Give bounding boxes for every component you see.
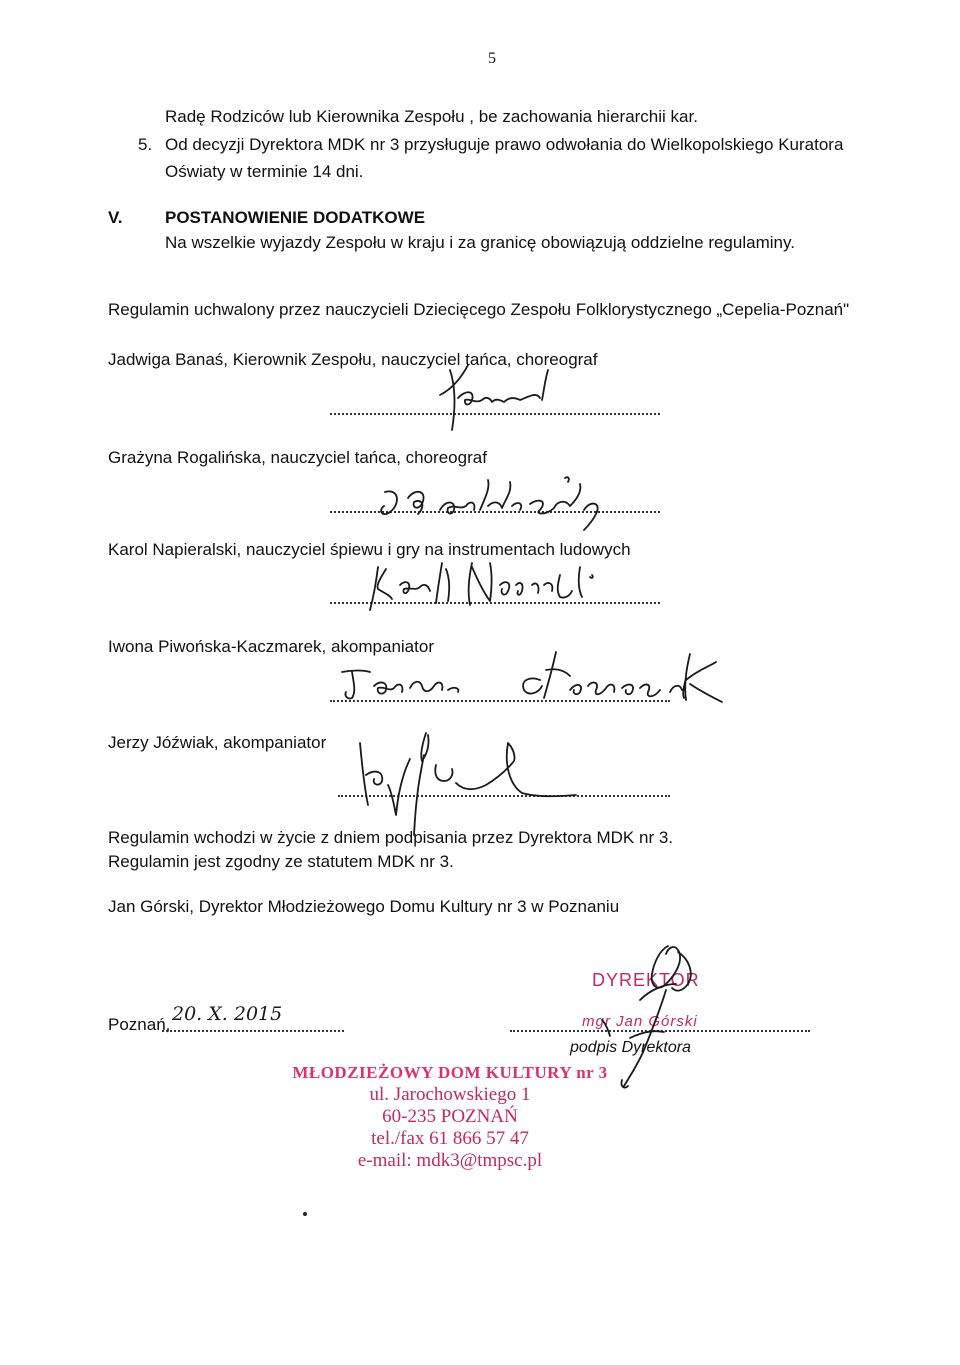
signatory-label: Karol Napieralski, nauczyciel śpiewu i gry na instrumentach ludowych — [108, 540, 631, 559]
handwritten-signature — [360, 555, 610, 620]
signatory-label: Jadwiga Banaś, Kierownik Zespołu, nauczyciel tańca, choreograf — [108, 350, 598, 369]
text-line: Oświaty w terminie 14 dni. — [165, 162, 364, 181]
closing-line: Regulamin wchodzi w życie z dniem podpisania przez Dyrektora MDK nr 3. — [108, 828, 674, 847]
place-label: Poznań, — [108, 1015, 171, 1034]
text-line: Na wszelkie wyjazdy Zespołu w kraju i za granicę obowiązują oddzielne regulaminy. — [165, 233, 795, 252]
handwritten-signature — [370, 470, 640, 540]
stamp-line: ul. Jarochowskiego 1 — [369, 1084, 531, 1105]
date-line — [162, 1030, 344, 1032]
section-number: V. — [108, 208, 123, 227]
ink-dot — [303, 1212, 307, 1216]
signatory-label: Iwona Piwońska-Kaczmarek, akompaniator — [108, 637, 434, 656]
handwritten-date: 20. X. 2015 — [172, 1003, 283, 1025]
handwritten-signature — [330, 640, 750, 715]
stamp-line: tel./fax 61 866 57 47 — [371, 1128, 529, 1149]
signatory-label: Grażyna Rogalińska, nauczyciel tańca, choreograf — [108, 448, 487, 467]
intro-text: Regulamin uchwalony przez nauczycieli Dziecięcego Zespołu Folklorystycznego „Cepelia-Poznań" — [108, 300, 850, 319]
stamp-line: MŁODZIEŻOWY DOM KULTURY nr 3 — [292, 1063, 608, 1082]
stamp-line: 60-235 POZNAŃ — [382, 1106, 518, 1127]
signature-caption: podpis Dyrektora — [570, 1039, 691, 1056]
section-title: POSTANOWIENIE DODATKOWE — [165, 208, 426, 227]
institution-stamp — [290, 1062, 610, 1172]
text-line: Radę Rodziców lub Kierownika Zespołu , be zachowania hierarchii kar. — [165, 107, 698, 126]
closing-line: Regulamin jest zgodny ze statutem MDK nr 3. — [108, 852, 454, 871]
handwritten-signature — [420, 360, 580, 440]
signatory-label: Jerzy Jóźwiak, akompaniator — [108, 733, 327, 752]
stamp-line: e-mail: mdk3@tmpsc.pl — [357, 1150, 543, 1171]
list-number: 5. — [138, 135, 153, 154]
stamp-title: DYREKTOR — [592, 970, 700, 990]
page-number: 5 — [488, 50, 496, 67]
text-line: Od decyzji Dyrektora MDK nr 3 przysługuje prawo odwołania do Wielkopolskiego Kuratora — [165, 135, 844, 154]
stamp-name: mgr Jan Górski — [582, 1013, 698, 1030]
director-line: Jan Górski, Dyrektor Młodzieżowego Domu Kultury nr 3 w Poznaniu — [108, 897, 620, 916]
handwritten-signature — [340, 725, 600, 840]
